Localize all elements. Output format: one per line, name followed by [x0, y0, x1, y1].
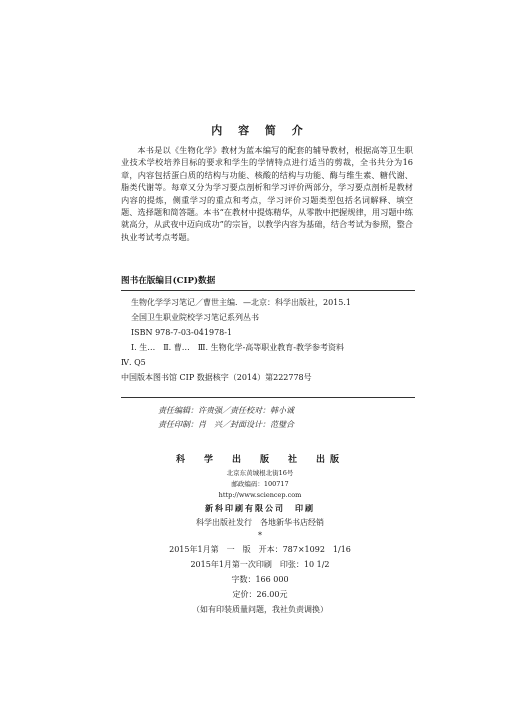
quality-note: （如有印装质量问题，我社负责调换）	[192, 605, 328, 614]
price: 定价：26.00元	[232, 590, 288, 599]
credits-block	[158, 404, 418, 432]
cip-top-rule	[121, 290, 415, 291]
publisher-name: 科 学 出 版 社 出版	[175, 455, 344, 465]
cip-header: 图书在版编目(CIP)数据	[121, 276, 216, 286]
publisher-website: http://www.sciencep.com	[218, 491, 302, 499]
publisher-block	[0, 452, 520, 617]
cip-data-block	[121, 295, 421, 385]
cip-line-isbn: ISBN 978-7-03-041978-1	[131, 328, 233, 337]
publisher-address: 北京东黄城根北街16号	[226, 469, 294, 477]
summary-paragraph: 本书是以《生物化学》教材为蓝本编写的配套的辅导教材，根据高等卫生职业技术学校培养目标的要求和学生的学情特点进行适当的剪裁，全书共分为16章，内容包括蛋白质的结构与功能、核酸的结构与功能、酶与维生素、糖代谢、脂类代谢等。每章又分为学习要点剖析和学习评价两部分，学习要点剖析是教材内容的提炼，侧重学习的重点和考点，学习评价习题类型包括名词解释、填空题、选择题和简答题。本书“在教材中提炼精华，从零散中把握规律，用习题中练就高分，从武夜中迈向成功”的宗旨，以教学内容为基础，结合考试为参照，整合执业考试考点考题。	[121, 145, 413, 242]
separator-star: *	[258, 531, 262, 540]
cip-line-record-number: 中国版本图书馆 CIP 数据核字（2014）第222778号	[121, 373, 312, 382]
printer-name: 新科印刷有限公司 印刷	[205, 503, 315, 513]
credits-editors: 责任编辑：许贵强／责任校对：韩小诚	[158, 406, 294, 415]
distribution-line: 科学出版社发行 各地新华书店经销	[196, 518, 324, 527]
cip-line-series: 全国卫生职业院校学习笔记系列丛书	[131, 313, 259, 322]
summary-body	[121, 144, 413, 243]
cip-line-subjects: Ⅰ. 生… Ⅱ. 曹… Ⅲ. 生物化学-高等职业教育-教学参考资料	[131, 343, 344, 352]
cip-line-title: 生物化学学习笔记／曹世主编．—北京：科学出版社，2015.1	[131, 298, 351, 307]
word-count: 字数：166 000	[231, 575, 289, 584]
summary-title: 内 容 简 介	[211, 124, 309, 137]
credits-production: 责任印制：肖 兴／封面设计：范璧合	[158, 420, 294, 429]
cip-line-classification: Ⅳ. Q5	[121, 358, 146, 367]
edition-line: 2015年1月第 一 版 开本：787×1092 1/16	[169, 545, 351, 554]
publisher-postcode: 邮政编码：100717	[231, 480, 289, 488]
printing-line: 2015年1月第一次印刷 印张：10 1/2	[190, 560, 330, 569]
cip-bottom-rule	[121, 397, 415, 398]
